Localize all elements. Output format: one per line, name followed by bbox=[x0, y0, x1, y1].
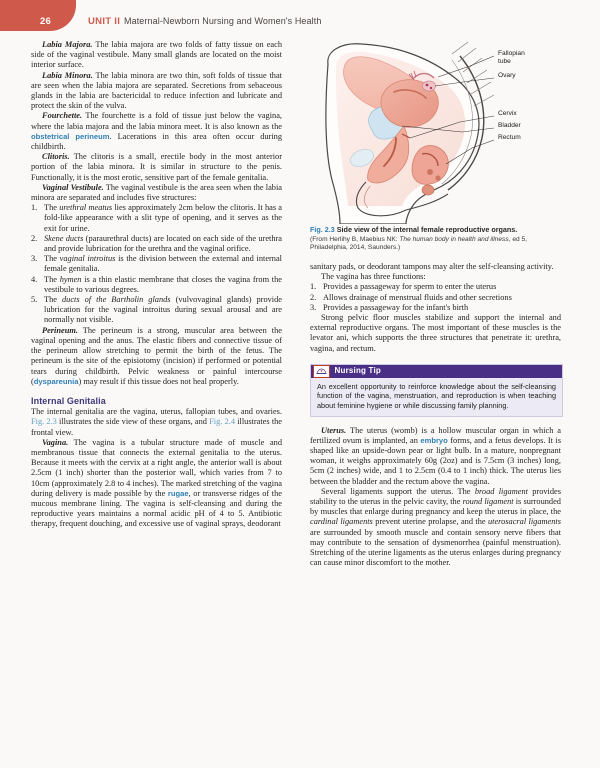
run-in-heading-fourchette: Fourchette. bbox=[42, 111, 83, 121]
paragraph-pelvic-floor: Strong pelvic floor muscles stabilize and support the internal and external reproductive organs. The most important of these muscles is the levator ani, which supports the three structures that penetrate it: urethra, vagina, and rectum. bbox=[310, 313, 561, 353]
list-item: 2. Skene ducts (paraurethral ducts) are located on each side of the urethra and provide lubrication for the urethra and the vaginal orifice. bbox=[31, 233, 282, 254]
paragraph-vagina-functions-intro: The vagina has three functions: bbox=[321, 272, 426, 282]
right-text-column bbox=[310, 262, 561, 568]
nursing-tip-body: An excellent opportunity to reinforce knowledge about the self-cleansing function of the vagina, menstruation, and reproduction is when teaching about feminine hygiene or while discussing family planning. bbox=[317, 381, 556, 411]
page-number: 26 bbox=[40, 16, 51, 27]
list-number: 3. bbox=[310, 302, 317, 312]
unit-label: UNIT II bbox=[88, 16, 121, 27]
paragraph-vagina: Vagina. The vagina is a tubular structure made of muscle and membranous tissue that connects the external genitalia to the uterus. Because it meets with the cervix at a right angle, the anterior wall is about 2.5cm (1 inch) shorter than the posterior wall, which varies from 7 to 10cm (approximately 2.8 to 4 inches). The marked stretching of the vagina during delivery is made possible by the rugae, or transverse ridges of the mucous membrane lining. The vagina is self-cleansing and during the reproductive years maintains a normal acidic pH of 4 to 5. Antibiotic therapy, frequent douching, and excessive use of vaginal sprays, deodorant bbox=[31, 437, 282, 529]
figure-reference-2-4[interactable]: Fig. 2.4 bbox=[209, 417, 235, 427]
figure-label-bladder: Bladder bbox=[498, 122, 521, 129]
list-item: 3. Provides a passageway for the infant's birth bbox=[310, 302, 469, 312]
paragraph-vagina-continuation: sanitary pads, or deodorant tampons may alter the self-cleansing activity. bbox=[310, 262, 554, 271]
left-text-column bbox=[31, 40, 282, 530]
vagina-functions-list bbox=[310, 282, 561, 313]
page-corner-tab bbox=[0, 0, 76, 31]
paragraph-internal-genitalia-intro: The internal genitalia are the vagina, uterus, fallopian tubes, and ovaries. Fig. 2.3 illustrates the side view of these organs, and Fig. 2.4 illustrates the frontal view. bbox=[31, 407, 283, 437]
run-in-heading-perineum: Perineum. bbox=[42, 325, 78, 335]
page-header bbox=[0, 0, 600, 34]
figure-title: Side view of the internal female reproductive organs. bbox=[336, 225, 518, 234]
figure-label-ovary: Ovary bbox=[498, 72, 516, 79]
nursing-tip-header bbox=[311, 365, 562, 378]
figure-label-rectum: Rectum bbox=[498, 134, 521, 141]
figure-reference-2-3[interactable]: Fig. 2.3 bbox=[31, 417, 57, 427]
term-round-ligament: round ligament bbox=[462, 497, 514, 507]
run-in-heading-uterus: Uterus. bbox=[321, 425, 347, 435]
term-uterosacral-ligaments: uterosacral ligaments bbox=[487, 517, 561, 527]
figure-source: (From Herlihy B, Maebius NK: The human body in health and illness, ed 5, Philadelphia, 2014, Saunders.) bbox=[310, 235, 527, 251]
figure-illustration bbox=[310, 34, 566, 224]
run-in-heading-vagina: Vagina. bbox=[42, 437, 69, 447]
list-item: 3. The vaginal introitus is the division between the external and internal female genitalia. bbox=[31, 254, 282, 274]
list-number: 1. bbox=[310, 282, 317, 292]
figure-label-fallopian-tube: Fallopian tube bbox=[498, 50, 525, 65]
list-number: 5. bbox=[31, 295, 38, 305]
list-number: 3. bbox=[31, 254, 38, 264]
term-broad-ligament: broad ligament bbox=[474, 486, 528, 496]
key-term-dyspareunia: dyspareunia bbox=[33, 376, 79, 386]
list-item: 5. The ducts of the Bartholin glands (vulvovaginal glands) provide lubrication for the vaginal introitus during sexual arousal and are normally not visible. bbox=[31, 295, 282, 325]
list-item: 2. Allows drainage of menstrual fluids and other secretions bbox=[310, 292, 512, 302]
term-cardinal-ligaments: cardinal ligaments bbox=[310, 517, 373, 527]
run-in-heading-vaginal-vestibule: Vaginal Vestibule. bbox=[42, 182, 104, 192]
key-term-obstetrical-perineum: obstetrical perineum bbox=[31, 131, 110, 141]
paragraph-clitoris: Clitoris. The clitoris is a small, erectile body in the most anterior portion of the labia minora. It is similar in structure to the penis. Functionally, it is the most erotic, sensitive part of the female genitalia. bbox=[31, 152, 282, 182]
female-pelvis-sagittal-diagram bbox=[310, 34, 566, 224]
list-number: 1. bbox=[31, 203, 38, 213]
list-number: 2. bbox=[31, 233, 38, 243]
list-number: 4. bbox=[31, 274, 38, 284]
paragraph-perineum: Perineum. The perineum is a strong, muscular area between the vaginal opening and the anus. The elastic fibers and connective tissue of the perineum allow stretching to permit the birth of the fetus. The perineum is the site of the episiotomy (incision) if performed or potential tears during childbirth. Pelvic weakness or painful intercourse (dyspareunia) may result if this tissue does not heal properly. bbox=[31, 325, 282, 386]
list-number: 2. bbox=[310, 292, 317, 302]
run-in-heading-labia-majora: Labia Majora. bbox=[42, 40, 93, 49]
paragraph-vaginal-vestibule: Vaginal Vestibule. The vaginal vestibule is the area seen when the labia minora are separated and includes five structures: bbox=[31, 182, 282, 203]
run-in-heading-clitoris: Clitoris. bbox=[42, 152, 70, 162]
figure-label-cervix: Cervix bbox=[498, 110, 517, 117]
running-title: Maternal-Newborn Nursing and Women's Health bbox=[124, 16, 322, 26]
figure-number: Fig. 2.3 bbox=[310, 225, 335, 234]
vestibule-structures-list bbox=[31, 203, 282, 325]
nurse-cap-icon bbox=[313, 365, 330, 378]
subheading-internal-genitalia: Internal Genitalia bbox=[31, 395, 106, 406]
list-item: 1. Provides a passageway for sperm to enter the uterus bbox=[310, 282, 497, 292]
paragraph-uterine-ligaments: Several ligaments support the uterus. The broad ligament provides stability to the uterus in the pelvic cavity, the round ligament is surrounded by muscles that enlarge during pregnancy and keep the uterus in place, the cardinal ligaments prevent uterine prolapse, and the uterosacral ligaments are surrounded by smooth muscle and contain sensory nerve fibers that may contribute to the sensation of dysmenorrhea (painful menstruation). Stretching of the uterine ligaments as the uterus enlarges during pregnancy can cause minor discomfort to the mother. bbox=[310, 486, 561, 568]
nursing-tip-title: Nursing Tip bbox=[334, 366, 381, 376]
paragraph-labia-minora: Labia Minora. The labia minora are two thin, soft folds of tissue that are seen when the labia majora are separated. Secretions from sebaceous glands in the labia are bactericidal to reduce infection and lubricate and protect the skin of the vulva. bbox=[31, 70, 282, 111]
list-item: 4. The hymen is a thin elastic membrane that closes the vagina from the vestibule to various degrees. bbox=[31, 274, 282, 294]
paragraph-labia-majora: Labia Majora. The labia majora are two folds of fatty tissue on each side of the vaginal vestibule. Many small glands are located on the moist interior surface. bbox=[31, 40, 282, 70]
list-item: 1. The urethral meatus lies approximately 2cm below the clitoris. It has a fold-like appearance with a slit type of opening, and it serves as the exit for urine. bbox=[31, 203, 283, 233]
nurse-cap-glyph bbox=[316, 368, 327, 375]
nursing-tip-box bbox=[310, 364, 563, 417]
paragraph-uterus: Uterus. The uterus (womb) is a hollow muscular organ in which a fertilized ovum is implanted, an embryo forms, and a fetus develops. It is shaped like an upside-down pear or light bulb. In a mature, nonpregnant woman, it weighs approximately 60g (2oz) and is 7.5cm (3 inches) long, 5cm (2 inches) wide, and 1 to 2.5cm (0.4 to 1 inch) thick. The uterus lies between the bladder and the rectum above the vagina. bbox=[310, 425, 561, 486]
figure-2-3 bbox=[310, 34, 566, 252]
run-in-heading-labia-minora: Labia Minora. bbox=[42, 70, 93, 80]
figure-caption bbox=[310, 226, 560, 252]
key-term-embryo: embryo bbox=[420, 435, 448, 445]
paragraph-fourchette: Fourchette. The fourchette is a fold of tissue just below the vagina, where the labia majora and the labia minora meet. It is also known as the obstetrical perineum. Lacerations in this area often occur during childbirth. bbox=[31, 111, 282, 152]
key-term-rugae: rugae bbox=[167, 488, 189, 498]
